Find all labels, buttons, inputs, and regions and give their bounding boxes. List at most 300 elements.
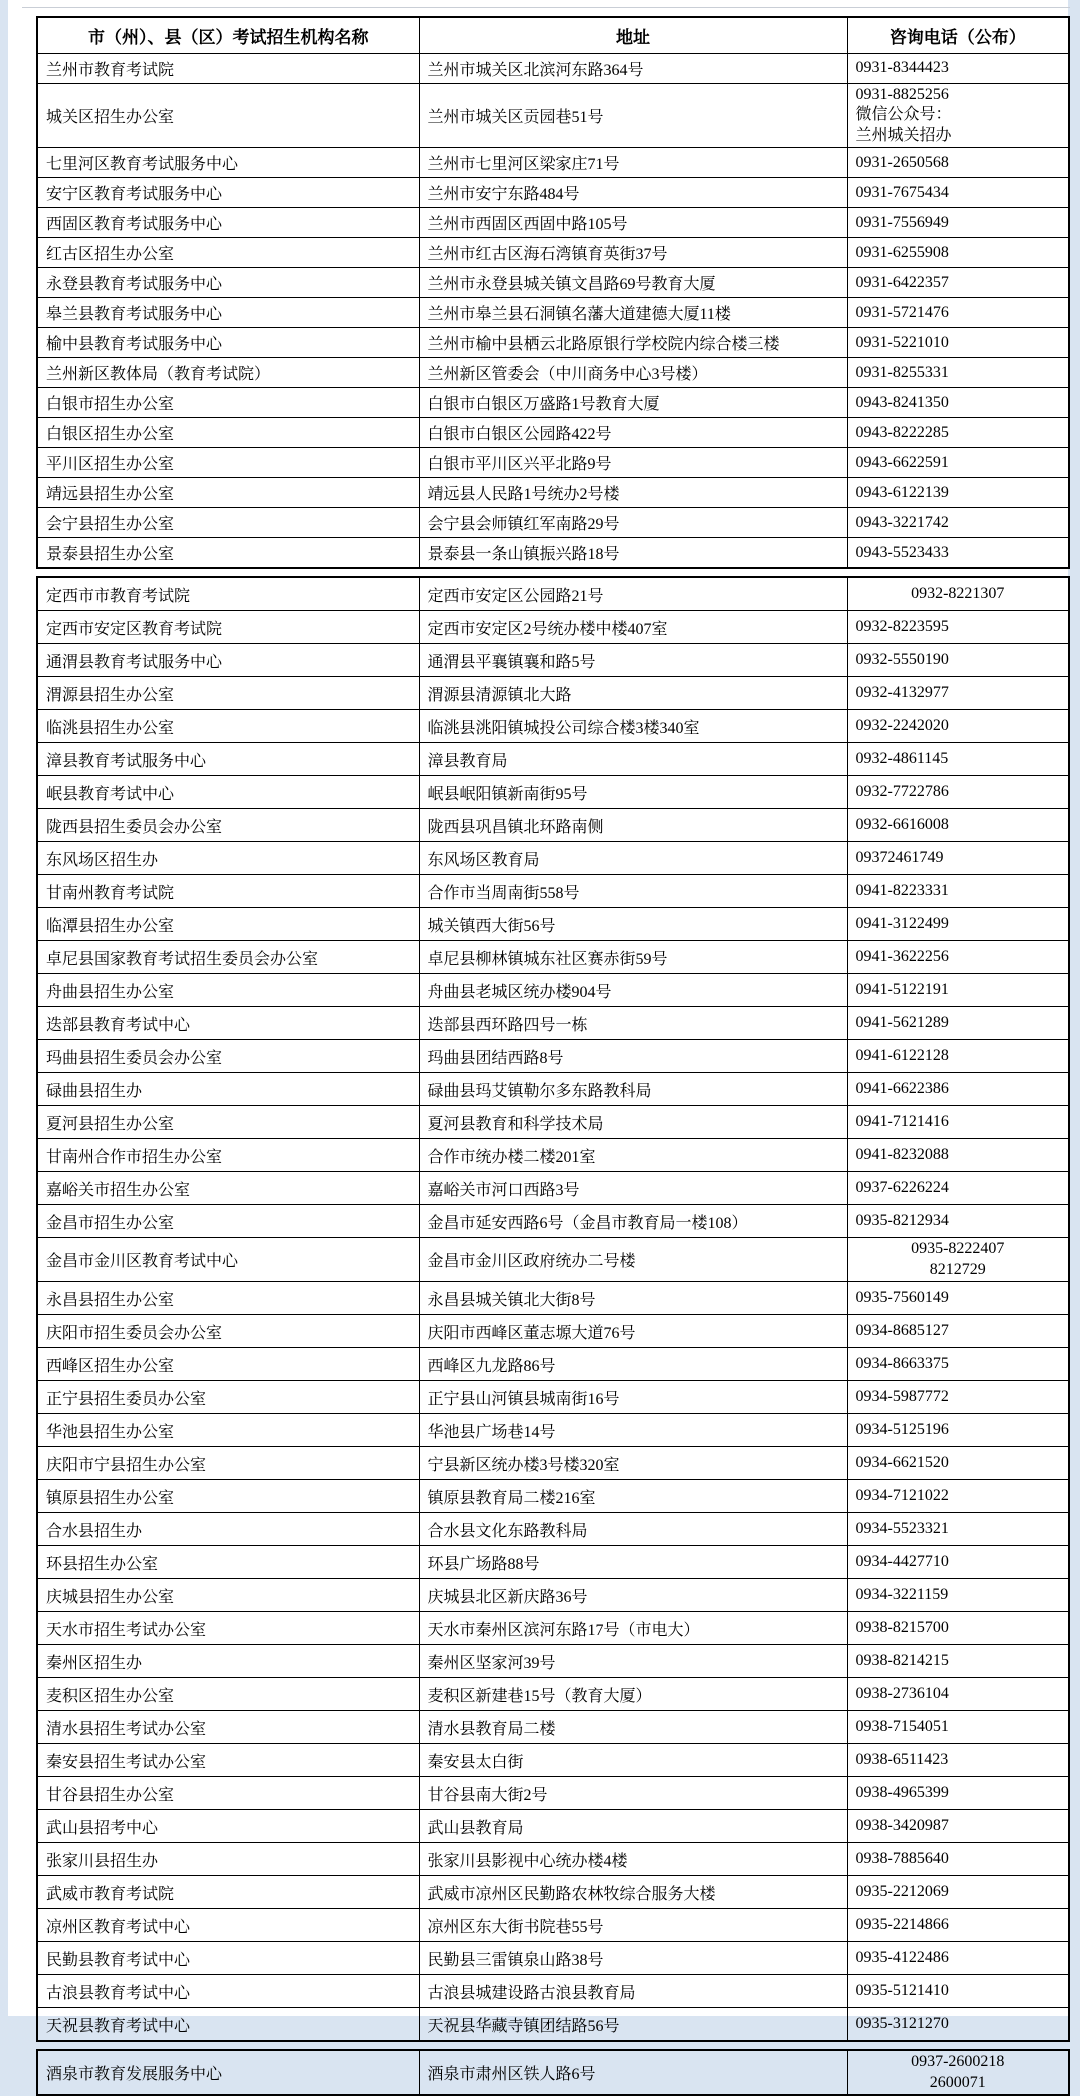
- table-row: [37, 1007, 1069, 1040]
- institution-name-cell: 会宁县招生办公室: [37, 508, 419, 538]
- phone-cell: [847, 710, 1069, 743]
- address-cell: 武山县教育局: [419, 1810, 847, 1843]
- institution-name-cell: 金昌市金川区教育考试中心: [37, 1238, 419, 1282]
- table-row: [37, 508, 1069, 538]
- address-cell: 白银市白银区公园路422号: [419, 418, 847, 448]
- table-row: [37, 418, 1069, 448]
- table-row: [37, 875, 1069, 908]
- address-cell: 卓尼县柳林镇城东社区赛赤街59号: [419, 941, 847, 974]
- phone-cell: [847, 478, 1069, 508]
- phone-line: 0934-5523321: [855, 1520, 949, 1538]
- address-cell: 合作市当周南街558号: [419, 875, 847, 908]
- institution-name-cell: 临洮县招生办公室: [37, 710, 419, 743]
- phone-line: 0932-8221307: [911, 585, 1005, 603]
- phone-cell: [847, 875, 1069, 908]
- phone-line: 0934-8685127: [855, 1322, 949, 1340]
- phone-cell: [847, 1007, 1069, 1040]
- institution-name-cell: 兰州新区教体局（教育考试院）: [37, 358, 419, 388]
- table-row: [37, 710, 1069, 743]
- address-cell: 张家川县影视中心统办楼4楼: [419, 1843, 847, 1876]
- address-cell: 麦积区新建巷15号（教育大厦）: [419, 1678, 847, 1711]
- address-cell: 城关镇西大街56号: [419, 908, 847, 941]
- address-cell: 清水县教育局二楼: [419, 1711, 847, 1744]
- phone-line: 0938-6511423: [855, 1751, 949, 1769]
- table-row: [37, 1172, 1069, 1205]
- institution-name-cell: 城关区招生办公室: [37, 84, 419, 148]
- institutions-table-page1: [36, 16, 1070, 569]
- phone-cell: [847, 1315, 1069, 1348]
- phone-line: 0935-2214866: [855, 1916, 949, 1934]
- phone-line: 0941-6622386: [855, 1080, 949, 1098]
- institution-name-cell: 清水县招生考试办公室: [37, 1711, 419, 1744]
- table-row: [37, 1579, 1069, 1612]
- table-row: [37, 1139, 1069, 1172]
- table-row: [37, 941, 1069, 974]
- address-cell: 临洮县洮阳镇城投公司综合楼3楼340室: [419, 710, 847, 743]
- phone-line: 兰州城关招办: [855, 126, 952, 144]
- table-row: [37, 1414, 1069, 1447]
- address-cell: 漳县教育局: [419, 743, 847, 776]
- address-cell: 兰州新区管委会（中川商务中心3号楼）: [419, 358, 847, 388]
- address-cell: 秦州区坚家河39号: [419, 1645, 847, 1678]
- table-row: [37, 1040, 1069, 1073]
- phone-cell: [847, 358, 1069, 388]
- phone-cell: [847, 1513, 1069, 1546]
- phone-line: 0941-8232088: [855, 1146, 949, 1164]
- phone-cell: [847, 508, 1069, 538]
- phone-line: 0941-5621289: [855, 1014, 949, 1032]
- phone-cell: [847, 1414, 1069, 1447]
- address-cell: 嘉峪关市河口西路3号: [419, 1172, 847, 1205]
- address-cell: 民勤县三雷镇泉山路38号: [419, 1942, 847, 1975]
- phone-line: 0931-6422357: [855, 273, 949, 291]
- phone-line: 09372461749: [855, 849, 944, 867]
- table-row: [37, 1315, 1069, 1348]
- address-cell: 通渭县平襄镇襄和路5号: [419, 644, 847, 677]
- phone-cell: [847, 388, 1069, 418]
- table-row: [37, 644, 1069, 677]
- institution-name-cell: 渭源县招生办公室: [37, 677, 419, 710]
- table-row: [37, 358, 1069, 388]
- document-page: [8, 0, 1068, 2091]
- phone-line: 0941-6122128: [855, 1047, 949, 1065]
- address-cell: 武威市凉州区民勤路农林牧综合服务大楼: [419, 1876, 847, 1909]
- institution-name-cell: 西峰区招生办公室: [37, 1348, 419, 1381]
- phone-cell: [847, 1579, 1069, 1612]
- table-row: [37, 178, 1069, 208]
- phone-line: 0935-2212069: [855, 1883, 949, 1901]
- institution-name-cell: 永登县教育考试服务中心: [37, 268, 419, 298]
- phone-line: 微信公众号：: [855, 106, 952, 124]
- institution-name-cell: 华池县招生办公室: [37, 1414, 419, 1447]
- address-cell: 宁县新区统办楼3号楼320室: [419, 1447, 847, 1480]
- table-row: [37, 478, 1069, 508]
- address-cell: 合水县文化东路教科局: [419, 1513, 847, 1546]
- table-row: [37, 238, 1069, 268]
- institution-name-cell: 秦州区招生办: [37, 1645, 419, 1678]
- phone-line: 0935-7560149: [855, 1289, 949, 1307]
- table-row: [37, 1678, 1069, 1711]
- table-row: [37, 298, 1069, 328]
- address-cell: 甘谷县南大街2号: [419, 1777, 847, 1810]
- address-cell: 凉州区东大街书院巷55号: [419, 1909, 847, 1942]
- address-cell: 东风场区教育局: [419, 842, 847, 875]
- institution-name-cell: 夏河县招生办公室: [37, 1106, 419, 1139]
- table-row: [37, 1843, 1069, 1876]
- table-row: [37, 208, 1069, 238]
- institution-name-cell: 武山县招考中心: [37, 1810, 419, 1843]
- institution-name-cell: 红古区招生办公室: [37, 238, 419, 268]
- institution-name-cell: 庆阳市宁县招生办公室: [37, 1447, 419, 1480]
- table-row: [37, 1106, 1069, 1139]
- phone-line: 0935-3121270: [855, 2015, 949, 2033]
- phone-line: 0932-6616008: [855, 816, 949, 834]
- institution-name-cell: 榆中县教育考试服务中心: [37, 328, 419, 358]
- table-row: [37, 1645, 1069, 1678]
- phone-line: 0943-3221742: [855, 513, 949, 531]
- phone-cell: [847, 577, 1069, 611]
- phone-cell: [847, 1876, 1069, 1909]
- table-row: [37, 1480, 1069, 1513]
- address-cell: 金昌市延安西路6号（金昌市教育局一楼108）: [419, 1205, 847, 1238]
- phone-line: 0935-8222407: [911, 1240, 1005, 1258]
- institutions-table-wrap: [36, 16, 1070, 2096]
- table-row: [37, 1238, 1069, 1282]
- table-row: [37, 743, 1069, 776]
- phone-cell: [847, 1645, 1069, 1678]
- address-cell: 庆城县北区新庆路36号: [419, 1579, 847, 1612]
- address-cell: 景泰县一条山镇振兴路18号: [419, 538, 847, 569]
- phone-cell: [847, 1106, 1069, 1139]
- address-cell: 秦安县太白街: [419, 1744, 847, 1777]
- table-row: [37, 1546, 1069, 1579]
- phone-line: 0934-3221159: [855, 1586, 949, 1604]
- table-row: [37, 84, 1069, 148]
- address-cell: 合作市统办楼二楼201室: [419, 1139, 847, 1172]
- table-row: [37, 2050, 1069, 2095]
- phone-line: 0941-3122499: [855, 915, 949, 933]
- table-row: [37, 1810, 1069, 1843]
- phone-cell: [847, 743, 1069, 776]
- phone-line: 0931-5721476: [855, 303, 949, 321]
- institution-name-cell: 东风场区招生办: [37, 842, 419, 875]
- address-cell: 岷县岷阳镇新南街95号: [419, 776, 847, 809]
- institution-name-cell: 平川区招生办公室: [37, 448, 419, 478]
- table-row: [37, 1612, 1069, 1645]
- phone-cell: [847, 611, 1069, 644]
- institution-name-cell: 嘉峪关市招生办公室: [37, 1172, 419, 1205]
- phone-line: 0931-7675434: [855, 183, 949, 201]
- address-cell: 兰州市安宁东路484号: [419, 178, 847, 208]
- address-cell: 舟曲县老城区统办楼904号: [419, 974, 847, 1007]
- institution-name-cell: 皋兰县教育考试服务中心: [37, 298, 419, 328]
- institution-name-cell: 庆阳市招生委员会办公室: [37, 1315, 419, 1348]
- phone-line: 0931-8825256: [855, 86, 949, 103]
- phone-cell: [847, 1381, 1069, 1414]
- address-cell: 夏河县教育和科学技术局: [419, 1106, 847, 1139]
- phone-line: 0934-5125196: [855, 1421, 949, 1439]
- phone-cell: [847, 1612, 1069, 1645]
- institution-name-cell: 麦积区招生办公室: [37, 1678, 419, 1711]
- phone-cell: [847, 1282, 1069, 1315]
- institution-name-cell: 甘南州教育考试院: [37, 875, 419, 908]
- institutions-table-page3: [36, 2049, 1070, 2096]
- address-cell: 正宁县山河镇县城南街16号: [419, 1381, 847, 1414]
- institution-name-cell: 武威市教育考试院: [37, 1876, 419, 1909]
- institution-name-cell: 岷县教育考试中心: [37, 776, 419, 809]
- phone-line: 0931-5221010: [855, 333, 949, 351]
- phone-cell: [847, 1942, 1069, 1975]
- phone-line: 0938-7154051: [855, 1718, 949, 1736]
- address-cell: 白银市平川区兴平北路9号: [419, 448, 847, 478]
- table-row: [37, 908, 1069, 941]
- table-row: [37, 1513, 1069, 1546]
- institution-name-cell: 临潭县招生办公室: [37, 908, 419, 941]
- institution-name-cell: 天祝县教育考试中心: [37, 2008, 419, 2042]
- table-row: [37, 1876, 1069, 1909]
- address-cell: 定西市安定区2号统办楼中楼407室: [419, 611, 847, 644]
- phone-line: 0932-4861145: [855, 750, 949, 768]
- phone-line: 0941-7121416: [855, 1113, 949, 1131]
- phone-cell: [847, 148, 1069, 178]
- phone-line: 0937-6226224: [855, 1179, 949, 1197]
- institutions-table-page2: [36, 576, 1070, 2042]
- institution-name-cell: 通渭县教育考试服务中心: [37, 644, 419, 677]
- phone-cell: [847, 908, 1069, 941]
- institution-name-cell: 迭部县教育考试中心: [37, 1007, 419, 1040]
- phone-line: 0937-2600218: [911, 2053, 1005, 2071]
- institution-name-cell: 甘南州合作市招生办公室: [37, 1139, 419, 1172]
- table-row: [37, 1942, 1069, 1975]
- phone-cell: [847, 1744, 1069, 1777]
- phone-cell: [847, 54, 1069, 84]
- address-cell: 兰州市红古区海石湾镇育英街37号: [419, 238, 847, 268]
- phone-line: 0943-5523433: [855, 543, 949, 561]
- phone-cell: [847, 1139, 1069, 1172]
- phone-line: 0938-4965399: [855, 1784, 949, 1802]
- phone-line: 0932-4132977: [855, 684, 949, 702]
- col-header-address: 地址: [419, 17, 847, 54]
- table-row: [37, 1282, 1069, 1315]
- col-header-phone: 咨询电话（公布）: [847, 17, 1069, 54]
- institution-name-cell: 古浪县教育考试中心: [37, 1975, 419, 2008]
- phone-cell: [847, 208, 1069, 238]
- phone-line: 0941-5122191: [855, 981, 949, 999]
- phone-cell: [847, 776, 1069, 809]
- phone-cell: [847, 448, 1069, 478]
- table-row: [37, 1447, 1069, 1480]
- phone-cell: [847, 1909, 1069, 1942]
- phone-cell: [847, 298, 1069, 328]
- phone-cell: [847, 941, 1069, 974]
- phone-line: 0932-2242020: [855, 717, 949, 735]
- address-cell: 西峰区九龙路86号: [419, 1348, 847, 1381]
- institution-name-cell: 甘谷县招生办公室: [37, 1777, 419, 1810]
- phone-line: 0943-8222285: [855, 423, 949, 441]
- institution-name-cell: 定西市市教育考试院: [37, 577, 419, 611]
- phone-cell: [847, 1711, 1069, 1744]
- phone-cell: [847, 1843, 1069, 1876]
- table-row: [37, 974, 1069, 1007]
- table-row: [37, 2008, 1069, 2042]
- table-row: [37, 538, 1069, 569]
- institution-name-cell: 碌曲县招生办: [37, 1073, 419, 1106]
- col-header-institution: 市（州）、县（区）考试招生机构名称: [37, 17, 419, 54]
- table-row: [37, 677, 1069, 710]
- table-row: [37, 1381, 1069, 1414]
- institution-name-cell: 七里河区教育考试服务中心: [37, 148, 419, 178]
- phone-line: 0934-8663375: [855, 1355, 949, 1373]
- phone-line: 0931-8344423: [855, 59, 949, 77]
- institution-name-cell: 镇原县招生办公室: [37, 1480, 419, 1513]
- institution-name-cell: 凉州区教育考试中心: [37, 1909, 419, 1942]
- institution-name-cell: 白银区招生办公室: [37, 418, 419, 448]
- table-row: [37, 1073, 1069, 1106]
- phone-line: 0934-5987772: [855, 1388, 949, 1406]
- phone-cell: [847, 84, 1069, 148]
- phone-line: 2600071: [929, 2073, 986, 2091]
- phone-cell: [847, 1678, 1069, 1711]
- phone-line: 0941-8223331: [855, 882, 949, 900]
- address-cell: 兰州市皋兰县石洞镇名藩大道建德大厦11楼: [419, 298, 847, 328]
- institution-name-cell: 景泰县招生办公室: [37, 538, 419, 569]
- phone-line: 0935-5121410: [855, 1982, 949, 2000]
- phone-cell: [847, 1546, 1069, 1579]
- address-cell: 兰州市西固区西固中路105号: [419, 208, 847, 238]
- address-cell: 金昌市金川区政府统办二号楼: [419, 1238, 847, 1282]
- institution-name-cell: 张家川县招生办: [37, 1843, 419, 1876]
- phone-cell: [847, 2050, 1069, 2095]
- phone-line: 0941-3622256: [855, 948, 949, 966]
- phone-line: 0932-7722786: [855, 783, 949, 801]
- phone-cell: [847, 418, 1069, 448]
- institution-name-cell: 酒泉市教育发展服务中心: [37, 2050, 419, 2095]
- phone-cell: [847, 1172, 1069, 1205]
- phone-cell: [847, 538, 1069, 569]
- phone-cell: [847, 842, 1069, 875]
- table-row: [37, 328, 1069, 358]
- phone-line: 0934-6621520: [855, 1454, 949, 1472]
- phone-line: 0932-8223595: [855, 618, 949, 636]
- phone-cell: [847, 1447, 1069, 1480]
- phone-cell: [847, 1073, 1069, 1106]
- phone-line: 0932-5550190: [855, 651, 949, 669]
- table-row: [37, 809, 1069, 842]
- institution-name-cell: 陇西县招生委员会办公室: [37, 809, 419, 842]
- address-cell: 天祝县华藏寺镇团结路56号: [419, 2008, 847, 2042]
- header-row: [37, 17, 1069, 54]
- institution-name-cell: 定西市安定区教育考试院: [37, 611, 419, 644]
- phone-cell: [847, 974, 1069, 1007]
- table-row: [37, 148, 1069, 178]
- phone-cell: [847, 809, 1069, 842]
- table-row: [37, 1975, 1069, 2008]
- institution-name-cell: 靖远县招生办公室: [37, 478, 419, 508]
- phone-line: 0938-3420987: [855, 1817, 949, 1835]
- address-cell: 镇原县教育局二楼216室: [419, 1480, 847, 1513]
- phone-line: 0938-7885640: [855, 1850, 949, 1868]
- institution-name-cell: 西固区教育考试服务中心: [37, 208, 419, 238]
- institution-name-cell: 合水县招生办: [37, 1513, 419, 1546]
- phone-line: 8212729: [929, 1260, 986, 1278]
- address-cell: 渭源县清源镇北大路: [419, 677, 847, 710]
- table-row: [37, 388, 1069, 418]
- institution-name-cell: 漳县教育考试服务中心: [37, 743, 419, 776]
- phone-cell: [847, 178, 1069, 208]
- phone-cell: [847, 1238, 1069, 1282]
- page-break-line: [22, 7, 1070, 8]
- address-cell: 华池县广场巷14号: [419, 1414, 847, 1447]
- address-cell: 迭部县西环路四号一栋: [419, 1007, 847, 1040]
- table-row: [37, 1205, 1069, 1238]
- phone-cell: [847, 644, 1069, 677]
- table-row: [37, 577, 1069, 611]
- institution-name-cell: 舟曲县招生办公室: [37, 974, 419, 1007]
- address-cell: 玛曲县团结西路8号: [419, 1040, 847, 1073]
- phone-line: 0931-6255908: [855, 243, 949, 261]
- address-cell: 兰州市城关区北滨河东路364号: [419, 54, 847, 84]
- table-row: [37, 611, 1069, 644]
- address-cell: 兰州市七里河区梁家庄71号: [419, 148, 847, 178]
- institution-name-cell: 正宁县招生委员办公室: [37, 1381, 419, 1414]
- phone-line: 0934-7121022: [855, 1487, 949, 1505]
- phone-line: 0938-8214215: [855, 1652, 949, 1670]
- phone-cell: [847, 1975, 1069, 2008]
- phone-cell: [847, 2008, 1069, 2042]
- phone-cell: [847, 1040, 1069, 1073]
- address-cell: 靖远县人民路1号统办2号楼: [419, 478, 847, 508]
- address-cell: 碌曲县玛艾镇勒尔多东路教科局: [419, 1073, 847, 1106]
- phone-cell: [847, 1205, 1069, 1238]
- institution-name-cell: 白银市招生办公室: [37, 388, 419, 418]
- phone-cell: [847, 1777, 1069, 1810]
- phone-cell: [847, 328, 1069, 358]
- table-row: [37, 1744, 1069, 1777]
- phone-cell: [847, 268, 1069, 298]
- institution-name-cell: 庆城县招生办公室: [37, 1579, 419, 1612]
- institution-name-cell: 玛曲县招生委员会办公室: [37, 1040, 419, 1073]
- phone-line: 0935-8212934: [855, 1212, 949, 1230]
- phone-line: 0931-2650568: [855, 153, 949, 171]
- phone-line: 0931-7556949: [855, 213, 949, 231]
- phone-line: 0943-8241350: [855, 393, 949, 411]
- institution-name-cell: 金昌市招生办公室: [37, 1205, 419, 1238]
- address-cell: 会宁县会师镇红军南路29号: [419, 508, 847, 538]
- phone-cell: [847, 238, 1069, 268]
- address-cell: 环县广场路88号: [419, 1546, 847, 1579]
- phone-cell: [847, 677, 1069, 710]
- address-cell: 酒泉市肃州区铁人路6号: [419, 2050, 847, 2095]
- phone-line: 0931-8255331: [855, 363, 949, 381]
- institution-name-cell: 民勤县教育考试中心: [37, 1942, 419, 1975]
- address-cell: 兰州市城关区贡园巷51号: [419, 84, 847, 148]
- phone-line: 0943-6622591: [855, 453, 949, 471]
- table-row: [37, 776, 1069, 809]
- phone-cell: [847, 1348, 1069, 1381]
- institution-name-cell: 兰州市教育考试院: [37, 54, 419, 84]
- address-cell: 永昌县城关镇北大街8号: [419, 1282, 847, 1315]
- institution-name-cell: 天水市招生考试办公室: [37, 1612, 419, 1645]
- table-row: [37, 1348, 1069, 1381]
- table-row: [37, 448, 1069, 478]
- address-cell: 古浪县城建设路古浪县教育局: [419, 1975, 847, 2008]
- table-row: [37, 1909, 1069, 1942]
- address-cell: 庆阳市西峰区董志塬大道76号: [419, 1315, 847, 1348]
- institution-name-cell: 秦安县招生考试办公室: [37, 1744, 419, 1777]
- phone-line: 0934-4427710: [855, 1553, 949, 1571]
- table-row: [37, 54, 1069, 84]
- institution-name-cell: 卓尼县国家教育考试招生委员会办公室: [37, 941, 419, 974]
